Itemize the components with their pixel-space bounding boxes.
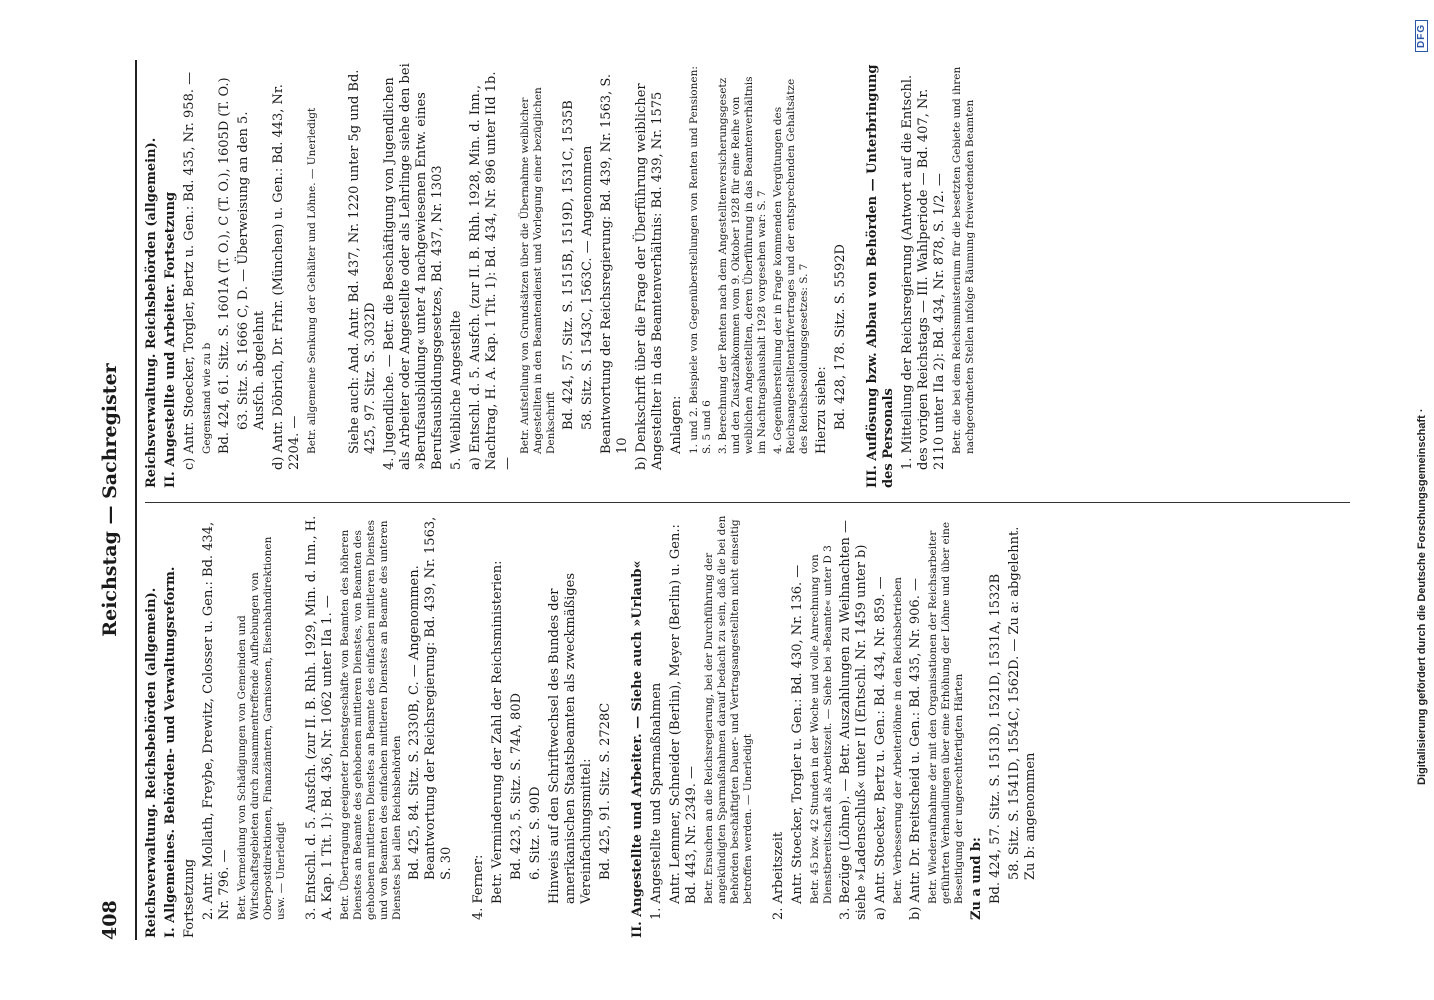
index-entry: Antr. Lemmer, Schneider (Berlin), Meyer (Berlin) u. Gen.: Bd. 443, Nr. 2349. — <box>668 524 699 904</box>
index-entry: Betr. 45 bzw. 42 Stunden in der Woche und volle Anrechnung von Dienstbereitschaft als Arbeitszeit. — Siehe bei »Beamte« unter D 3 <box>809 545 834 904</box>
index-entry: Beantwortung der Reichsregierung: Bd. 439, Nr. 1563, S. 10 <box>599 74 630 454</box>
index-entry: Bd. 424, 57. Sitz. S. 1515B, 1519D, 1531C, 1535B <box>561 100 576 430</box>
dfg-logo: DFG <box>1415 20 1428 52</box>
index-entry: 58. Sitz. S. 1543C, 1563C. — Angenommen <box>580 145 595 430</box>
index-entry: 3. Entschl. d. 5. Ausfch. (zur II. B. Rhh. 1929, Min. d. Inn., H. A. Kap. 1 Tit. 1): Bd. 436, Nr. 1062 unter IIa 1. — <box>304 515 335 920</box>
page-title: Reichstag — Sachregister <box>99 363 121 637</box>
index-entry: Reichsverwaltung. Reichsbehörden (allgemein). <box>144 587 159 938</box>
index-entry: Gegenstand wie zu b <box>201 342 213 454</box>
index-entry: Bd. 428, 178. Sitz. S. 5592D <box>833 244 848 430</box>
index-entry: Siehe auch: And. Antr. Bd. 437, Nr. 1220 unter 5g und Bd. 425, 97. Sitz. S. 3032D <box>347 69 378 454</box>
index-entry: b) Antr. Dr. Breitscheid u. Gen.: Bd. 435, Nr. 906. — <box>908 578 923 920</box>
index-entry: a) Antr. Stoecker, Bertz u. Gen.: Bd. 434, Nr. 859. — <box>873 576 888 920</box>
index-entry: 2. Antr. Mollath, Freybe, Drewitz, Colosser u. Gen.: Bd. 434, Nr. 796. — <box>201 521 232 920</box>
index-entry: 3. Berechnung der Renten nach dem Angestelltenversicherungsgesetz und den Zusatzabkommen vom 9. Oktober 1928 für eine Reihe von weiblichen Angestellten, deren Überführung in das Beamtenverhältnis im Nachtragshaushalt 1928 vorgesehen war: S. 7 <box>717 76 768 454</box>
page-header <box>95 60 131 940</box>
index-entry: Hinweis auf den Schriftwechsel des Bundes der amerikanischen Staatsbeamten als zweckmäßiges Vereinfachungsmittel: <box>547 572 594 904</box>
index-entry: 58. Sitz. S. 1541D, 1554C, 1562D. — Zu a: abgelehnt. Zu b: angenommen <box>1007 526 1038 880</box>
index-entry: Betr. Verminderung der Zahl der Reichsministerien: <box>490 560 505 904</box>
index-entry: 4. Ferner: <box>471 854 486 920</box>
spacer <box>322 63 344 488</box>
index-entry: 4. Jugendliche. — Betr. die Beschäftigung von Jugendlichen als Arbeiter oder Angestellte oder als Lehrlinge siehe den bei »Berufsausbildung« unter 4 nachgewiesenen Entw. eines Berufsausbildungsgesetzes, Bd. 437, Nr. 1303 <box>382 63 445 470</box>
index-entry: 1. und 2. Beispiele von Gegenüberstellungen von Renten und Pensionen: S. 5 und 6 <box>688 66 713 454</box>
index-entry: Betr. die bei dem Reichsministerium für die besetzten Gebiete und ihren nachgeordneten Stellen infolge Räumung freiwerdenden Beamten <box>951 66 976 454</box>
column-divider <box>145 502 1350 503</box>
index-entry: 2. Arbeitszeit <box>771 831 786 920</box>
index-entry: 1. Angestellte und Sparmaßnahmen <box>649 682 664 920</box>
right-column <box>144 63 1354 488</box>
index-entry: Anlagen: <box>669 395 684 454</box>
index-entry: Bd. 423, 5. Sitz. S. 74A, 80D <box>509 692 524 880</box>
spacer <box>852 63 862 488</box>
index-entry: Betr. Verbesserung der Arbeiterlöhne in den Reichsbetrieben <box>892 577 904 904</box>
index-entry: Betr. Aufstellung von Grundsätzen über die Übernahme weiblicher Angestellten in den Beamtendienst und Vorlegung einer bezüglichen Denkschrift <box>519 87 557 454</box>
left-column <box>144 513 1354 938</box>
index-entry: II. Angestellte und Arbeiter. — Siehe auch »Urlaub« <box>630 560 645 938</box>
document-page <box>60 0 1434 1000</box>
spacer <box>758 513 768 938</box>
index-entry: 6. Sitz. S. 90D <box>528 786 543 880</box>
index-entry: Bd. 425, 91. Sitz. S. 2728C <box>598 702 613 880</box>
index-entry: d) Antr. Döbrich, Dr. Frhr. (München) u. Gen.: Bd. 443, Nr. 2204. — <box>271 84 302 470</box>
funding-credit: Digitalisierung gefördert durch die Deutsche Forschungsgemeinschaft · <box>1416 408 1428 785</box>
index-entry: b) Denkschrift über die Frage der Überführung weiblicher Angestellter in das Beamtenverhältnis: Bd. 439, Nr. 1575 <box>634 83 665 470</box>
index-entry: Bd. 425, 84. Sitz. S. 2330B, C. — Angenommen. Beantwortung der Reichsregierung: Bd. 439, Nr. 1563, S. 30 <box>407 516 454 880</box>
index-entry: I. Allgemeines. Behörden- und Verwaltungsreform. <box>163 566 178 938</box>
index-entry: c) Antr. Stoecker, Torgler, Bertz u. Gen.: Bd. 435, Nr. 958. — <box>182 71 197 470</box>
header-rule <box>135 60 137 940</box>
index-entry: Bd. 424, 57. Sitz. S. 1513D, 1521D, 1531A, 1532B <box>988 573 1003 904</box>
spacer <box>458 513 468 938</box>
index-entry: a) Entschl. d. 5. Ausfch. (zur II. B. Rhh. 1928, Min. d. Inn., Nachtrag, H. A. Kap. 1 Tit. 1): Bd. 434, Nr. 896 unter IId 1b. — <box>468 71 515 470</box>
index-entry: Betr. Vermeidung von Schädigungen von Gemeinden und Wirtschaftsgebieten durch zusammentreffende Aufhebungen von Oberpostdirektionen, Finanzämtern, Garnisonen, Eisenbahndirektionen usw. — Unerledigt <box>236 536 287 920</box>
index-entry: Antr. Stoecker, Torgler u. Gen.: Bd. 430, Nr. 136. — <box>790 564 805 904</box>
index-entry: 63. Sitz. S. 1666 C, D. — Überweisung an den 5. Ausfch. abgelehnt <box>236 111 267 430</box>
spacer <box>291 513 301 938</box>
index-entry: 4. Gegenüberstellung der in Frage kommenden Vergütungen des Reichsangestelltentarifvertrages und der entsprechenden Gehaltsätze des Reichsbesoldungsgesetzes: S. 7 <box>772 78 810 454</box>
index-entry: Fortsetzung <box>182 858 197 938</box>
digitization-sidebar <box>1396 0 1434 1000</box>
index-entry: Reichsverwaltung. Reichsbehörden (allgemein). <box>144 137 159 488</box>
spacer <box>617 513 627 938</box>
page-number: 408 <box>99 900 121 940</box>
index-entry: Betr. Übertragung geeigneter Dienstgeschäfte von Beamten des höheren Dienstes an Beamte des gehobenen mittleren Dienstes, von Beamten des gehobenen mittleren Dienstes an Beamte des einfachen mittleren Dienstes und von Beamten des einfachen mittleren Dienstes an Beamte des unteren Dienstes bei allen Reichsbehörden <box>339 520 403 920</box>
index-entry: 3. Bezüge (Löhne). — Betr. Auszahlungen zu Weihnachten — siehe »Ladenschluß« unter II (Entschl. Nr. 1459 unter b) <box>838 519 869 920</box>
index-entry: Hierzu siehe: <box>814 366 829 454</box>
index-entry: Betr. Ersuchen an die Reichsregierung, bei der Durchführung der angekündigten Sparmaßnahmen darauf bedacht zu sein, daß die bei den Behörden beschäftigten Dauer- und Vertragsangestellten nicht einseitig betroffen werden. — Unerledigt <box>703 515 754 904</box>
index-entry: Betr. Wiederaufnahme der mit den Organisationen der Reichsarbeiter geführten Verhandlungen über eine Erhöhung der Löhne und über eine Beseitigung der ungerechtfertigten Härten <box>927 521 965 904</box>
index-entry: II. Angestellte und Arbeiter. Fortsetzung <box>163 191 178 488</box>
index-entry: Betr. allgemeine Senkung der Gehälter und Löhne. — Unerledigt <box>306 107 318 454</box>
index-entry: Bd. 424, 61. Sitz. S. 1601A (T. O.), C (T. O.), 1605D (T. O.) <box>217 77 232 454</box>
index-entry: 1. Mitteilung der Reichsregierung (Antwort auf die Entschl. des vorigen Reichstags — III. Wahlperiode — Bd. 407, Nr. 2110 unter IIa 2): Bd. 434, Nr. 878, S. 1/2. — <box>900 74 947 470</box>
index-entry: 5. Weibliche Angestellte <box>449 310 464 470</box>
index-entry: III. Auflösung bzw. Abbau von Behörden — Unterbringung des Personals <box>865 64 896 488</box>
index-entry: Zu a und b: <box>969 837 984 920</box>
